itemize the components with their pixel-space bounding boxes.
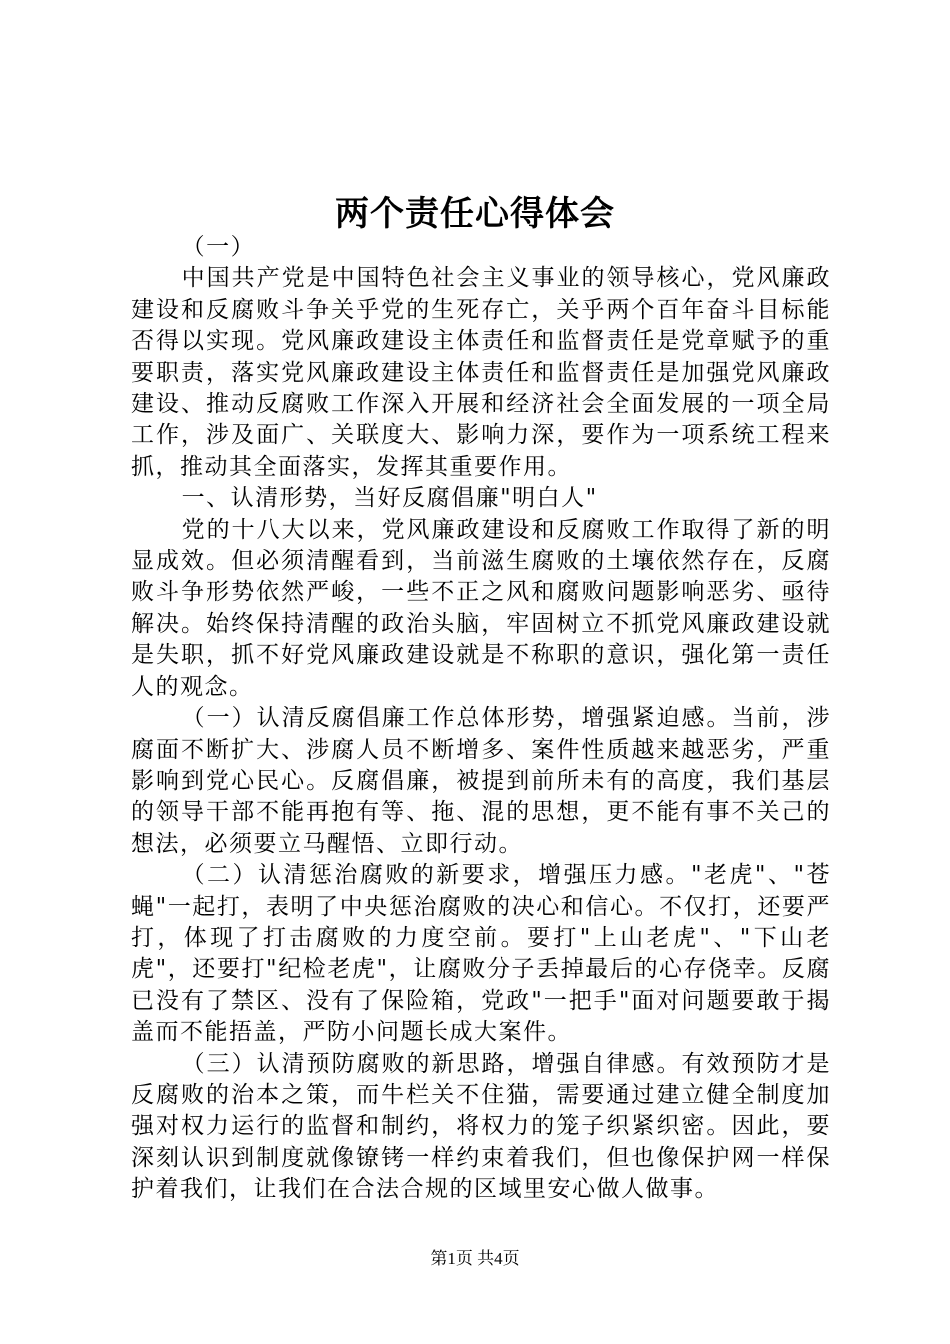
document-body xyxy=(131,232,831,1206)
intro-paragraph: 中国共产党是中国特色社会主义事业的领导核心，党风廉政建设和反腐败斗争关乎党的生死存亡，关乎两个百年奋斗目标能否得以实现。党风廉政建设主体责任和监督责任是党章赋予的重要职责，落实党风廉政建设主体责任和监督责任是加强党风廉政建设、推动反腐败工作深入开展和经济社会全面发展的一项全局工作，涉及面广、关联度大、影响力深，要作为一项系统工程来抓，推动其全面落实，发挥其重要作用。 xyxy=(131,265,831,480)
body-paragraph: 党的十八大以来，党风廉政建设和反腐败工作取得了新的明显成效。但必须清醒看到，当前滋生腐败的土壤依然存在，反腐败斗争形势依然严峻，一些不正之风和腐败问题影响恶劣、亟待解决。始终保持清醒的政治头脑，牢固树立不抓党风廉政建设就是失职，抓不好党风廉政建设就是不称职的意识，强化第一责任人的观念。 xyxy=(131,516,831,700)
section-marker-paragraph: （一） xyxy=(181,234,256,260)
body-paragraph: （一）认清反腐倡廉工作总体形势，增强紧迫感。当前，涉腐面不断扩大、涉腐人员不断增多、案件性质越来越恶劣，严重影响到党心民心。反腐倡廉，被提到前所未有的高度，我们基层的领导干部不能再抱有等、拖、混的思想，更不能有事不关己的想法，必须要立马醒悟、立即行动。 xyxy=(131,705,831,857)
section-heading: 一、认清形势，当好反腐倡廉"明白人" xyxy=(181,485,598,512)
body-paragraph: （二）认清惩治腐败的新要求，增强压力感。"老虎"、"苍蝇"一起打，表明了中央惩治腐败的决心和信心。不仅打，还要严打，体现了打击腐败的力度空前。要打"上山老虎"、"下山老虎"，还要打"纪检老虎"，让腐败分子丢掉最后的心存侥幸。反腐已没有了禁区、没有了保险箱，党政"一把手"面对问题要敢于揭盖而不能捂盖，严防小问题长成大案件。 xyxy=(131,862,831,1046)
page-number-footer: 第1页 共4页 xyxy=(430,1249,520,1268)
document-title: 两个责任心得体会 xyxy=(335,194,615,234)
body-paragraph: （三）认清预防腐败的新思路，增强自律感。有效预防才是反腐败的治本之策，而牛栏关不住猫，需要通过建立健全制度加强对权力运行的监督和制约，将权力的笼子织紧织密。因此，要深刻认识到制度就像镣铐一样约束着我们，但也像保护网一样保护着我们，让我们在合法合规的区域里安心做人做事。 xyxy=(131,1050,831,1203)
